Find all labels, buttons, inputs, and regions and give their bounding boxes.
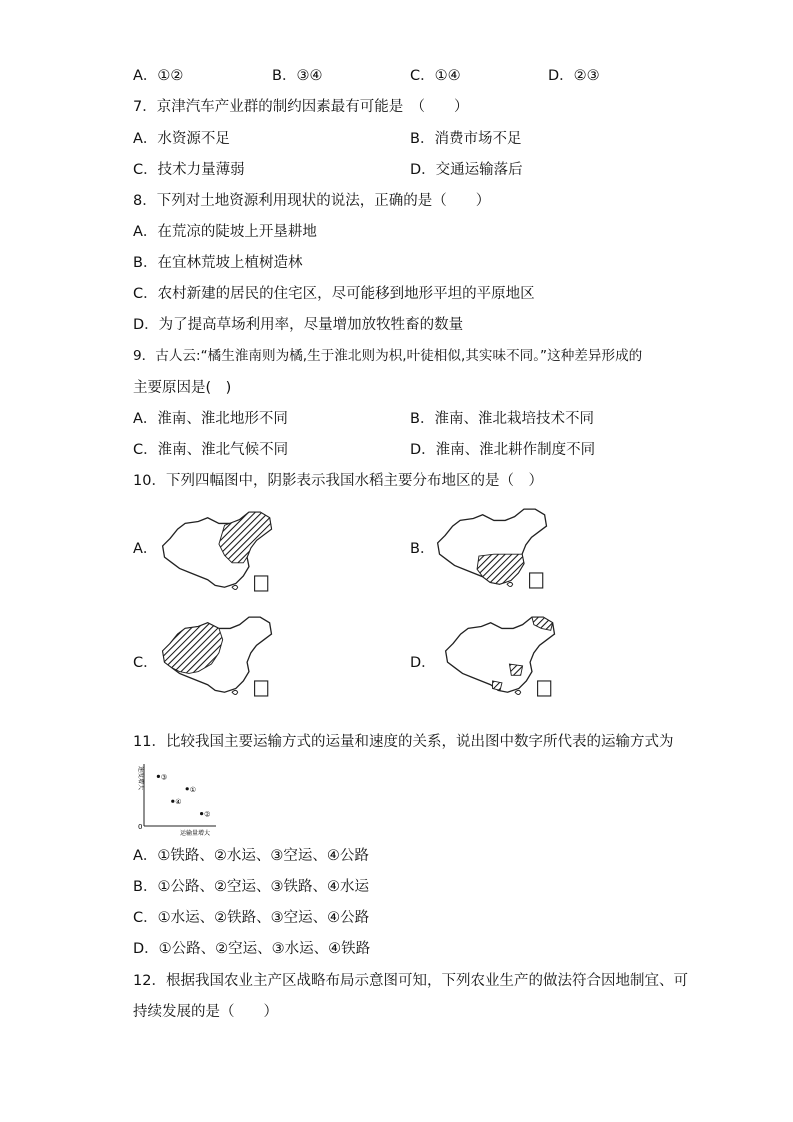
q11-scatter-chart [132, 762, 220, 838]
q10-map-a[interactable] [157, 510, 279, 595]
q9-stem-line2: 主要原因是( ) [133, 380, 232, 396]
q8-option-d: D．为了提高草场利用率，尽量增加放牧牲畜的数量 [133, 317, 464, 333]
q7-option-a: A．水资源不足 [133, 131, 230, 147]
q12-stem-line2: 持续发展的是（ ） [133, 1004, 278, 1020]
q10-stem: 10．下列四幅图中，阴影表示我国水稻主要分布地区的是（ ） [133, 473, 543, 489]
q9-stem-line1: 9．古人云:“橘生淮南则为橘,生于淮北则为枳,叶徒相似,其实味不同。”这种差异形成的 [133, 348, 643, 364]
q9-option-b: B．淮南、淮北栽培技术不同 [410, 411, 594, 427]
q8-option-b: B．在宜林荒坡上植树造林 [133, 255, 303, 271]
data-point-2 [186, 787, 189, 790]
q6-option-d: D．②③ [548, 68, 600, 84]
q7-option-b: B．消费市场不足 [410, 131, 522, 147]
q11-option-c: C．①水运、②铁路、③空运、④公路 [133, 910, 370, 926]
q11-option-d: D．①公路、②空运、③水运、④铁路 [133, 941, 371, 957]
south-sea-inset-icon [530, 573, 543, 588]
q8-stem: 8．下列对土地资源利用现状的说法，正确的是（ ） [133, 193, 491, 209]
data-point-label-3: ④ [175, 798, 182, 807]
x-axis-label: 运输量增大 [180, 830, 211, 837]
q10-map-label-b: B． [410, 541, 435, 557]
q10-map-label-d: D． [410, 655, 436, 671]
data-point-4 [200, 812, 203, 815]
q10-map-c[interactable] [157, 615, 279, 700]
q11-option-b: B．①公路、②空运、③铁路、④水运 [133, 879, 369, 895]
q8-option-c: C．农村新建的居民的住宅区，尽可能移到地形平坦的平原地区 [133, 286, 535, 302]
y-axis-label: 速度增大 [137, 766, 144, 791]
south-sea-inset-icon [255, 681, 268, 696]
south-sea-inset-icon [255, 576, 268, 591]
q10-map-label-c: C． [133, 655, 158, 671]
q9-option-d: D．淮南、淮北耕作制度不同 [410, 442, 596, 458]
q6-option-a: A．①② [133, 68, 184, 84]
q7-option-c: C．技术力量薄弱 [133, 162, 245, 178]
q9-option-a: A．淮南、淮北地形不同 [133, 411, 288, 427]
q11-stem: 11．比较我国主要运输方式的运量和速度的关系，说出图中数字所代表的运输方式为 [133, 734, 674, 750]
data-point-3 [171, 800, 174, 803]
q9-option-c: C．淮南、淮北气候不同 [133, 442, 289, 458]
q6-option-c: C．①④ [410, 68, 461, 84]
q8-option-a: A．在荒凉的陡坡上开垦耕地 [133, 224, 317, 240]
q10-map-d[interactable] [440, 615, 562, 700]
q10-map-label-a: A． [133, 541, 158, 557]
q11-option-a: A．①铁路、②水运、③空运、④公路 [133, 848, 369, 864]
data-point-label-2: ① [189, 785, 196, 794]
q10-map-b[interactable] [432, 507, 554, 592]
data-point-1 [157, 775, 160, 778]
q7-stem: 7．京津汽车产业群的制约因素最有可能是 （ ） [133, 99, 469, 115]
q12-stem-line1: 12．根据我国农业主产区战略布局示意图可知，下列农业生产的做法符合因地制宜、可 [133, 973, 688, 989]
data-point-label-1: ③ [160, 773, 168, 782]
origin-label: 0 [138, 823, 143, 831]
q7-option-d: D．交通运输落后 [410, 162, 523, 178]
data-point-label-4: ② [204, 810, 211, 819]
q6-option-b: B．③④ [272, 68, 323, 84]
south-sea-inset-icon [538, 681, 551, 696]
